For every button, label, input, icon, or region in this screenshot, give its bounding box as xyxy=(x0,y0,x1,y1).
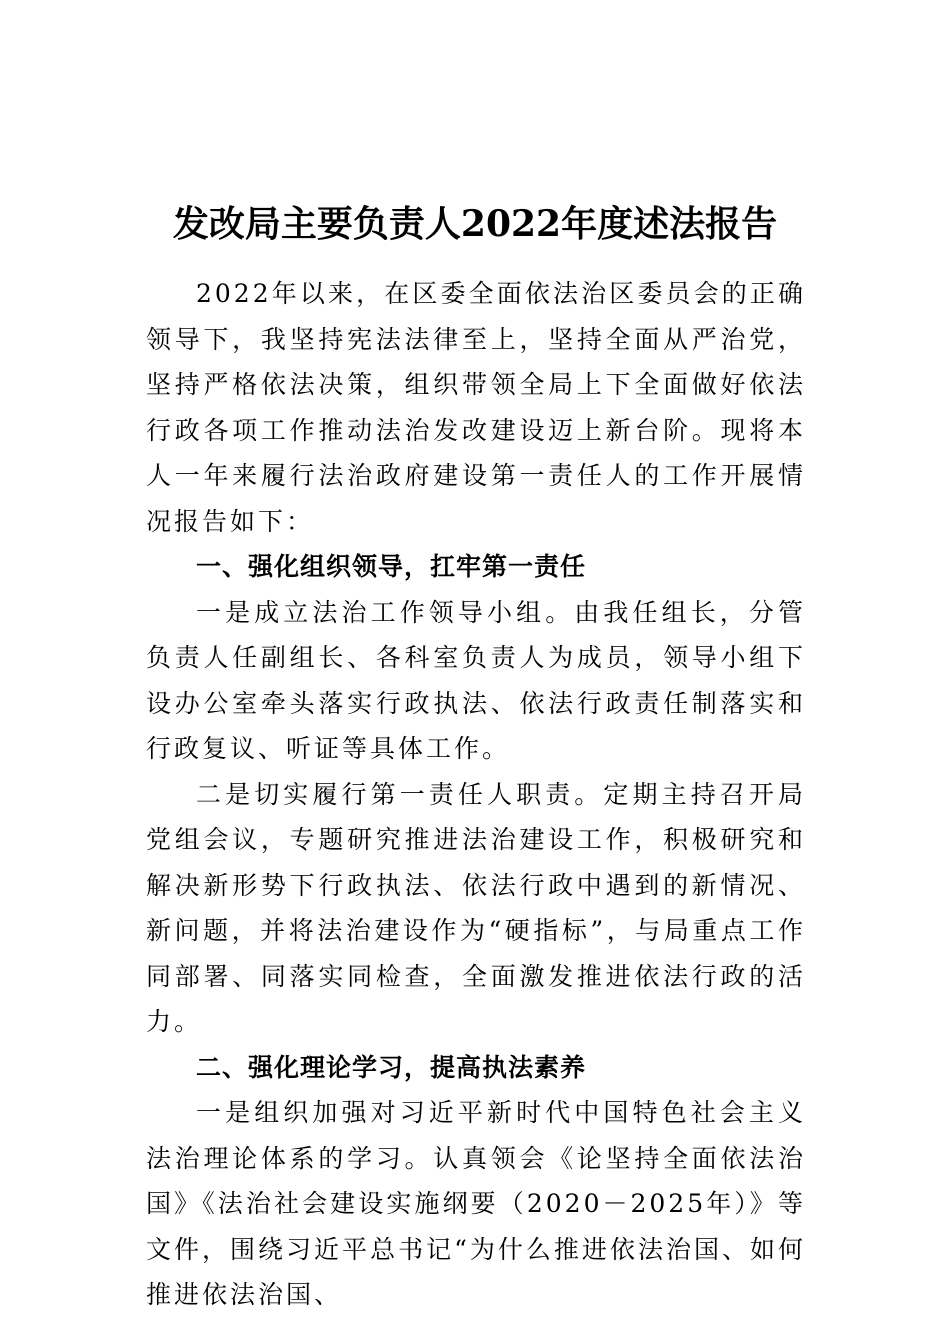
section-heading-1: 一、强化组织领导，扛牢第一责任 xyxy=(196,552,587,581)
section-1-paragraph-2: 二是切实履行第一责任人职责。定期主持召开局党组会议，专题研究推进法治建设工作，积极研究和解决新形势下行政执法、依法行政中遇到的新情况、新问题，并将法治建设作为“硬指标”，与局重点工作同部署、同落实同检查，全面激发推进依法行政的活力。 xyxy=(146,779,806,1036)
section-1-paragraph-1: 一是成立法治工作领导小组。由我任组长，分管负责人任副组长、各科室负责人为成员，领导小组下设办公室牵头落实行政执法、依法行政责任制落实和行政复议、听证等具体工作。 xyxy=(146,597,806,763)
document-title: 发改局主要负责人2022年度述法报告 xyxy=(172,203,778,246)
section-2-paragraph-1: 一是组织加强对习近平新时代中国特色社会主义法治理论体系的学习。认真领会《论坚持全面依法治国》《法治社会建设实施纲要（2020－2025年）》等文件，围绕习近平总书记“为什么推进依法治国、如何推进依法治国、 xyxy=(146,1098,806,1309)
document-body xyxy=(146,271,806,1318)
intro-paragraph: 2022年以来，在区委全面依法治区委员会的正确领导下，我坚持宪法法律至上，坚持全面从严治党，坚持严格依法决策，组织带领全局上下全面做好依法行政各项工作推动法治发改建设迈上新台阶。现将本人一年来履行法治政府建设第一责任人的工作开展情况报告如下： xyxy=(146,279,806,536)
section-heading-2: 二、强化理论学习，提高执法素养 xyxy=(196,1052,587,1082)
